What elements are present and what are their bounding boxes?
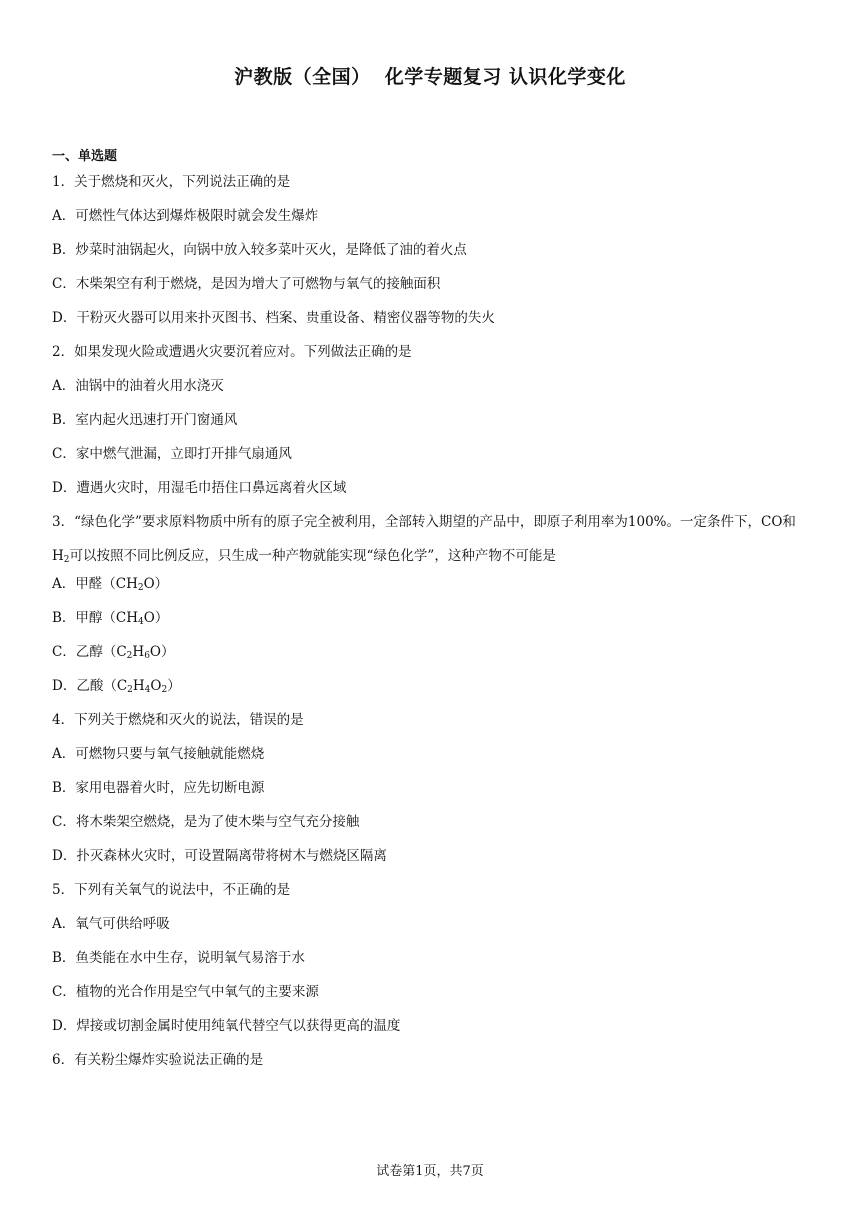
option-text: O [150,678,162,694]
subscript: 6 [144,651,150,661]
subscript: 2 [137,583,144,593]
subscript: 2 [127,685,133,695]
question-6-stem: 6．有关粉尘爆炸实验说法正确的是 [52,1052,264,1068]
subscript: 4 [138,617,144,627]
option-text: O） [143,610,169,626]
option-text: D．乙酸（C [52,678,128,694]
question-3-option-c [52,641,812,675]
question-4-option-c: C．将木柴架空燃烧，是为了使木柴与空气充分接触 [52,814,360,830]
option-text: A．甲醛（CH [52,576,138,592]
option-text: H [132,678,145,694]
question-list [52,171,812,1083]
question-1-stem: 1．关于燃烧和灭火，下列说法正确的是 [52,174,291,190]
question-3-option-b [52,607,812,641]
question-1-option-a: A．可燃性气体达到爆炸极限时就会发生爆炸 [52,208,319,224]
document-title: 沪教版（全国） 化学专题复习 认识化学变化 [234,66,626,88]
question-4-option-d: D．扑灭森林火灾时，可设置隔离带将树木与燃烧区隔离 [52,848,387,864]
page-footer: 试卷第1页，共7页 [376,1164,484,1179]
question-1-option-d: D．干粉灭火器可以用来扑灭图书、档案、贵重设备、精密仪器等物的失火 [52,310,495,326]
question-1-option-b: B．炒菜时油锅起火，向锅中放入较多菜叶灭火，是降低了油的着火点 [52,242,467,258]
question-1-option-c: C．木柴架空有利于燃烧，是因为增大了可燃物与氧气的接触面积 [52,276,441,292]
question-3-stem-part1: 3．“绿色化学”要求原料物质中所有的原子完全被利用，全部转入期望的产品中，即原子利用率为100%。一定条件下，CO和H [52,514,796,564]
option-text: C．乙醇（C [52,644,127,660]
question-5-option-c: C．植物的光合作用是空气中氧气的主要来源 [52,984,319,1000]
question-3-option-a [52,573,812,607]
question-2-option-a: A．油锅中的油着火用水浇灭 [52,378,224,394]
question-2-stem: 2．如果发现火险或遭遇火灾要沉着应对。下列做法正确的是 [52,344,412,360]
question-2-option-d: D．遭遇火灾时，用湿毛巾捂住口鼻远离着火区域 [52,480,347,496]
question-3-stem-subscript: 2 [63,555,70,565]
subscript: 2 [161,685,168,695]
question-2-option-c: C．家中燃气泄漏，立即打开排气扇通风 [52,446,292,462]
question-2-option-b: B．室内起火迅速打开门窗通风 [52,412,238,428]
question-4-stem: 4．下列关于燃烧和灭火的说法，错误的是 [52,712,304,728]
subscript: 4 [144,685,151,695]
question-3-stem [52,505,812,573]
question-5-option-d: D．焊接或切割金属时使用纯氧代替空气以获得更高的温度 [52,1018,401,1034]
option-text: H [132,644,145,660]
question-5-option-b: B．鱼类能在水中生存，说明氧气易溶于水 [52,950,305,966]
option-text: O） [149,644,175,660]
option-text: O） [143,576,169,592]
question-3-stem-part2: 可以按照不同比例反应，只生成一种产物就能实现“绿色化学”，这种产物不可能是 [69,548,556,564]
option-text: B．甲醇（CH [52,610,139,626]
question-4-option-b: B．家用电器着火时，应先切断电源 [52,780,265,796]
question-3-option-d [52,675,812,709]
question-5-option-a: A．氧气可供给呼吸 [52,916,170,932]
section-heading: 一、单选题 [52,149,118,164]
subscript: 2 [126,651,133,661]
question-4-option-a: A．可燃物只要与氧气接触就能燃烧 [52,746,265,762]
question-5-stem: 5．下列有关氧气的说法中，不正确的是 [52,882,291,898]
option-text: ） [167,678,181,694]
